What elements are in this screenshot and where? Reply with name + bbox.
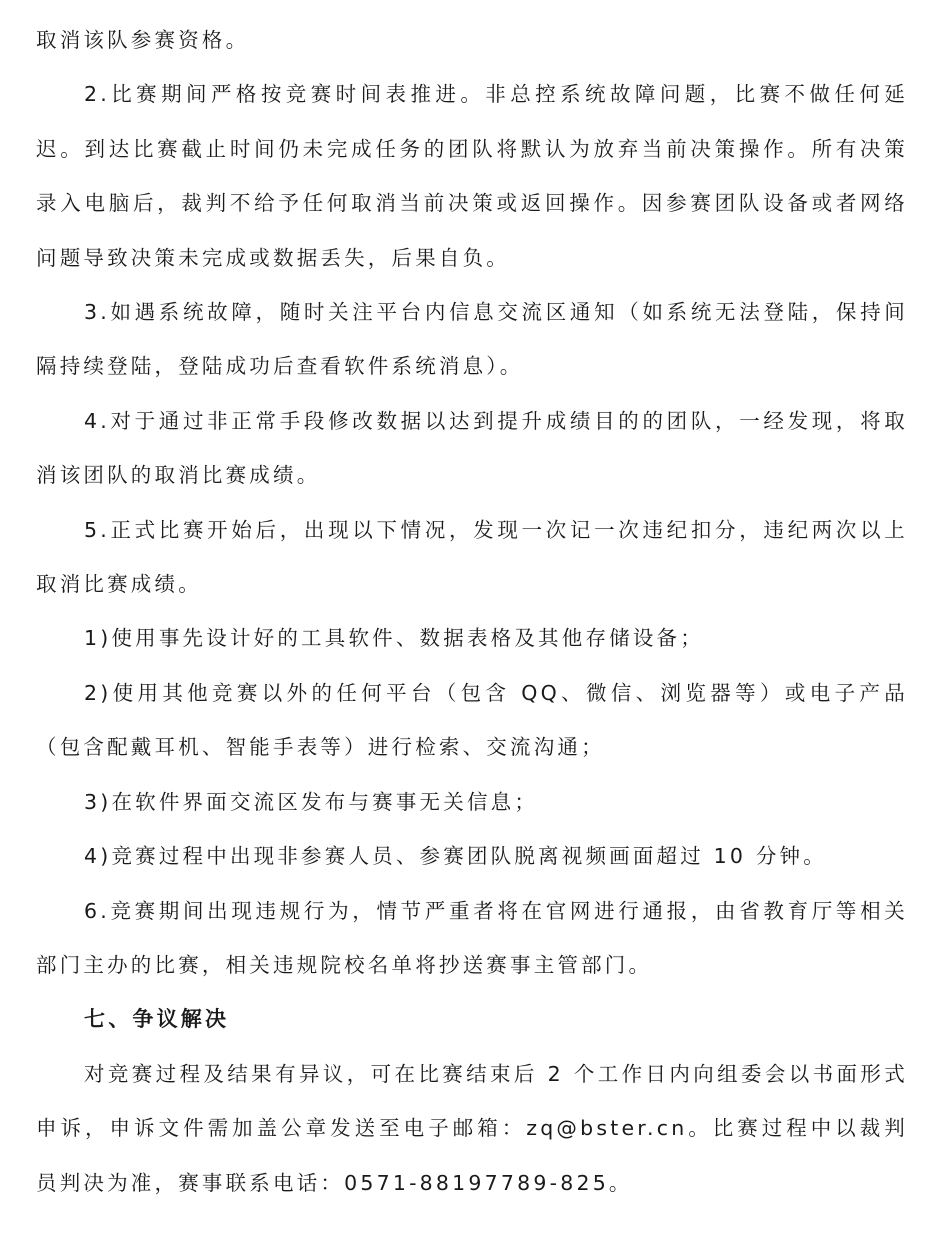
paragraph-item-4: 4.对于通过非正常手段修改数据以达到提升成绩目的的团队，一经发现，将取消该团队的取消比赛成绩。 xyxy=(36,408,908,488)
paragraph-item-5: 5.正式比赛开始后，出现以下情况，发现一次记一次违纪扣分，违纪两次以上取消比赛成绩。 xyxy=(36,517,908,597)
paragraph-item-3: 3.如遇系统故障，随时关注平台内信息交流区通知（如系统无法登陆，保持间隔持续登陆，登陆成功后查看软件系统消息）。 xyxy=(36,300,908,379)
paragraph-continuation: 取消该队参赛资格。 xyxy=(36,28,250,52)
sub-item-1: 1)使用事先设计好的工具软件、数据表格及其他存储设备； xyxy=(84,626,704,651)
paragraph-item-6: 6.竞赛期间出现违规行为，情节严重者将在官网进行通报，由省教育厅等相关部门主办的比赛，相关违规院校名单将抄送赛事主管部门。 xyxy=(36,898,908,977)
sub-item-3: 3)在软件界面交流区发布与赛事无关信息； xyxy=(84,789,539,814)
sub-item-2: 2)使用其他竞赛以外的任何平台（包含 QQ、微信、浏览器等）或电子产品（包含配戴耳机、智能手表等）进行检索、交流沟通； xyxy=(36,680,908,760)
sub-item-4: 4)竞赛过程中出现非参赛人员、参赛团队脱离视频画面超过 10 分钟。 xyxy=(84,844,827,869)
paragraph-item-2: 2.比赛期间严格按竞赛时间表推进。非总控系统故障问题，比赛不做任何延迟。到达比赛截止时间仍未完成任务的团队将默认为放弃当前决策操作。所有决策录入电脑后，裁判不给予任何取消当前决策或返回操作。因参赛团队设备或者网络问题导致决策未完成或数据丢失，后果自负。 xyxy=(36,82,908,270)
section-heading: 七、争议解决 xyxy=(84,1007,230,1032)
dispute-paragraph: 对竞赛过程及结果有异议，可在比赛结束后 2 个工作日内向组委会以书面形式申诉，申诉文件需加盖公章发送至电子邮箱：zq@bster.cn。比赛过程中以裁判员判决为准，赛事联系电话：0571-88197789-825。 xyxy=(36,1061,908,1195)
